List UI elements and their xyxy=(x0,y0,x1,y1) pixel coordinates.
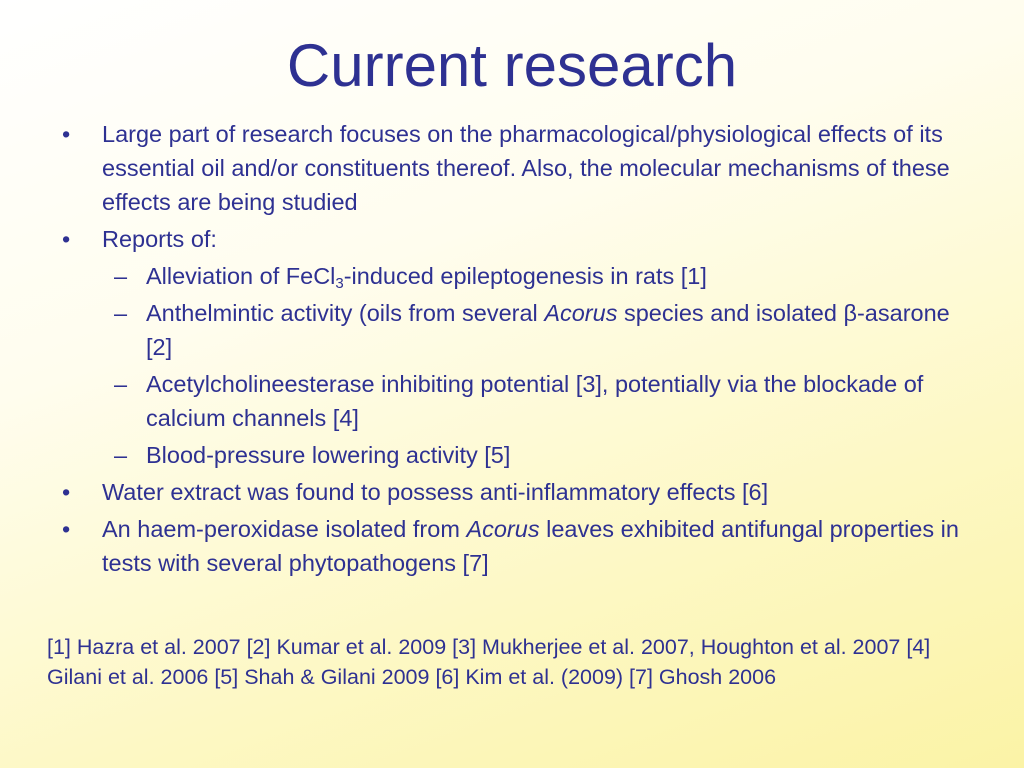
sub-bullet-text-end: species and isolated β-asarone [2] xyxy=(146,300,950,360)
bullet-haem-peroxidase xyxy=(56,512,976,580)
bullet-text-end: leaves exhibited antifungal properties in tests with several phytopathogens [7] xyxy=(102,516,959,576)
bullet-marker: • xyxy=(62,121,71,147)
bullet-marker: • xyxy=(62,516,71,542)
sub-bullet-epileptogenesis xyxy=(56,259,976,293)
sub-bullet-text-start: Alleviation of FeCl xyxy=(146,263,336,289)
sub-bullet-text: Acetylcholineesterase inhibiting potential [3], potentially via the blockade of calcium channels [4] xyxy=(146,371,924,431)
bullet-text: Large part of research focuses on the pharmacological/physiological effects of its essential oil and/or constituents thereof. Also, the molecular mechanisms of these effects are being studied xyxy=(102,121,950,215)
bullet-marker: • xyxy=(62,226,71,252)
bullet-text: Reports of: xyxy=(102,226,217,252)
bullet-text-start: An haem-peroxidase isolated from xyxy=(102,516,467,542)
subscript-three: 3 xyxy=(335,275,344,292)
bullet-text: Water extract was found to possess anti-inflammatory effects [6] xyxy=(102,479,769,505)
slide-body xyxy=(56,117,976,583)
slide-title: Current research xyxy=(286,32,738,99)
sub-bullet-acetylcholinesterase xyxy=(56,367,976,435)
sub-bullet-text-end: -induced epileptogenesis in rats [1] xyxy=(343,263,707,289)
genus-name: Acorus xyxy=(544,300,618,326)
references: [1] Hazra et al. 2007 [2] Kumar et al. 2009 [3] Mukherjee et al. 2007, Houghton et al. 2007 [4] Gilani et al. 2006 [5] Shah & Gilani 2009 [6] Kim et al. (2009) [7] Ghosh 2006 xyxy=(47,635,931,689)
sub-bullet-text-start: Anthelmintic activity (oils from several xyxy=(146,300,545,326)
dash-marker: – xyxy=(114,442,128,468)
dash-marker: – xyxy=(114,371,128,397)
sub-bullet-anthelmintic xyxy=(56,296,976,364)
sub-bullet-text: Blood-pressure lowering activity [5] xyxy=(146,442,511,468)
sub-bullet-blood-pressure xyxy=(56,438,976,472)
bullet-marker: • xyxy=(62,479,71,505)
genus-name: Acorus xyxy=(466,516,540,542)
bullet-water-extract xyxy=(56,475,976,509)
bullet-reports xyxy=(56,222,976,256)
dash-marker: – xyxy=(114,300,128,326)
dash-marker: – xyxy=(114,263,128,289)
bullet-research-focus xyxy=(56,117,976,219)
